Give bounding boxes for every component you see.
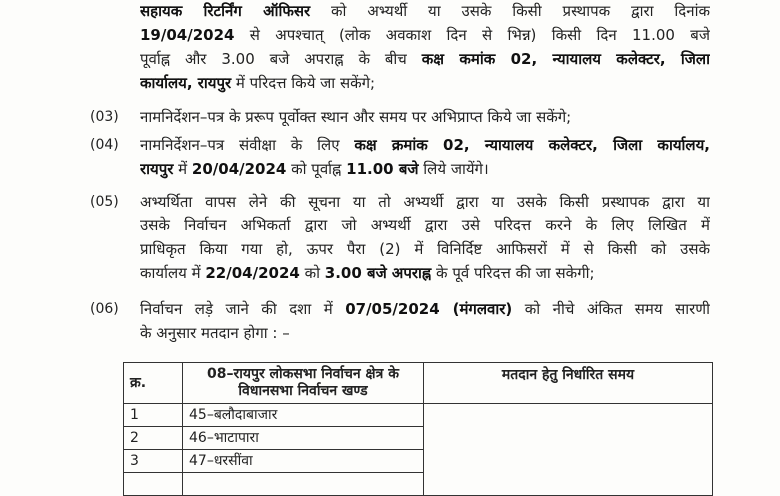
table-header-row xyxy=(124,363,713,404)
text: से अपश्चात् (लोक अवकाश दिन से भिन्न) किसी दिन 11.00 बजे xyxy=(234,26,710,44)
header-serial: क्र. xyxy=(124,363,183,404)
bold-text: 11.00 बजे xyxy=(346,160,419,178)
text-line xyxy=(140,134,710,156)
paragraph-number: (06) xyxy=(90,301,119,317)
text: प्राधिकृत किया गया हो, ऊपर पैरा (2) में विनिर्दिष्ट आफिसरों में से किसी को उसके xyxy=(140,240,710,258)
paragraph-number: (03) xyxy=(90,109,119,125)
bold-text: 19/04/2024 xyxy=(140,26,235,44)
text: को नीचे अंकित समय सारणी xyxy=(512,300,710,318)
text-line xyxy=(140,214,710,236)
text: को xyxy=(299,264,325,282)
header-polling-time: मतदान हेतु निर्धारित समय xyxy=(424,363,713,404)
row-serial: 2 xyxy=(124,427,183,450)
text: में xyxy=(173,160,192,178)
text: कार्यालय में xyxy=(140,264,206,282)
text-line xyxy=(140,0,710,22)
bold-text: 22/04/2024 xyxy=(205,264,300,282)
header-constituency: 08–रायपुर लोकसभा निर्वाचन क्षेत्र के विधानसभा निर्वाचन खण्ड xyxy=(183,363,424,404)
text-line xyxy=(140,238,710,260)
paragraph-number: (05) xyxy=(90,194,119,210)
polling-time-cell xyxy=(424,404,713,496)
bold-text: 07/05/2024 (मंगलवार) xyxy=(345,300,513,318)
text: उसके निर्वाचन अभिकर्ता द्वारा जो अभ्यर्थी द्वारा उसे परिदत्त करने के लिए लिखित में xyxy=(140,216,710,234)
text-line xyxy=(140,262,710,284)
row-constituency: 47–धरसींवा xyxy=(183,450,424,473)
text-line xyxy=(140,158,710,180)
row-serial: 1 xyxy=(124,404,183,427)
text: पूर्वाह्न और 3.00 बजे अपराह्न के बीच xyxy=(140,50,422,68)
text-line xyxy=(140,72,710,94)
text-line xyxy=(140,298,710,320)
bold-text: कक्ष कमांक 02, न्यायालय कलेक्टर, जिला xyxy=(421,50,710,68)
table-row xyxy=(124,404,713,427)
text: नामनिर्देशन–पत्र के प्ररूप पूर्वोक्त स्थान और समय पर अभिप्राप्त किये जा सकेंगे; xyxy=(140,108,572,126)
bold-text: 3.00 बजे अपराह्न xyxy=(324,264,432,282)
text: के अनुसार मतदान होगा : – xyxy=(140,324,290,342)
paragraph-number: (04) xyxy=(90,137,119,153)
row-constituency: 46–भाटापारा xyxy=(183,427,424,450)
row-serial: 3 xyxy=(124,450,183,473)
bold-text: कक्ष क्रमांक 02, न्यायालय कलेक्टर, जिला कार्यालय, xyxy=(354,136,710,154)
polling-schedule-table xyxy=(123,362,713,496)
text: लिये जायेंगे। xyxy=(418,160,489,178)
row-serial xyxy=(124,473,183,496)
bold-text: 20/04/2024 xyxy=(191,160,287,178)
bold-text: सहायक रिटर्निंग ऑफिसर xyxy=(140,2,311,20)
text-line xyxy=(140,48,710,70)
bold-text: कार्यालय, रायपुर xyxy=(140,74,232,92)
row-constituency xyxy=(183,473,424,496)
text: नामनिर्देशन–पत्र संवीक्षा के लिए xyxy=(140,136,355,154)
text: निर्वाचन लड़े जाने की दशा में xyxy=(140,300,346,318)
text-line xyxy=(140,322,710,344)
bold-text: रायपुर xyxy=(140,160,174,178)
row-constituency: 45–बलौदाबाजार xyxy=(183,404,424,427)
text: में परिदत्त किये जा सकेंगे; xyxy=(231,74,376,92)
text: के पूर्व परिदत्त की जा सकेगी; xyxy=(431,264,595,282)
text-line xyxy=(140,106,710,128)
text-line xyxy=(140,24,710,46)
text-line xyxy=(140,191,710,213)
text: अभ्यर्थिता वापस लेने की सूचना या तो अभ्यर्थी द्वारा या उसके किसी प्रस्थापक द्वारा या xyxy=(140,193,710,211)
text: को अभ्यर्थी या उसके किसी प्रस्थापक द्वारा दिनांक xyxy=(310,2,710,20)
text: को पूर्वाह्न xyxy=(286,160,347,178)
